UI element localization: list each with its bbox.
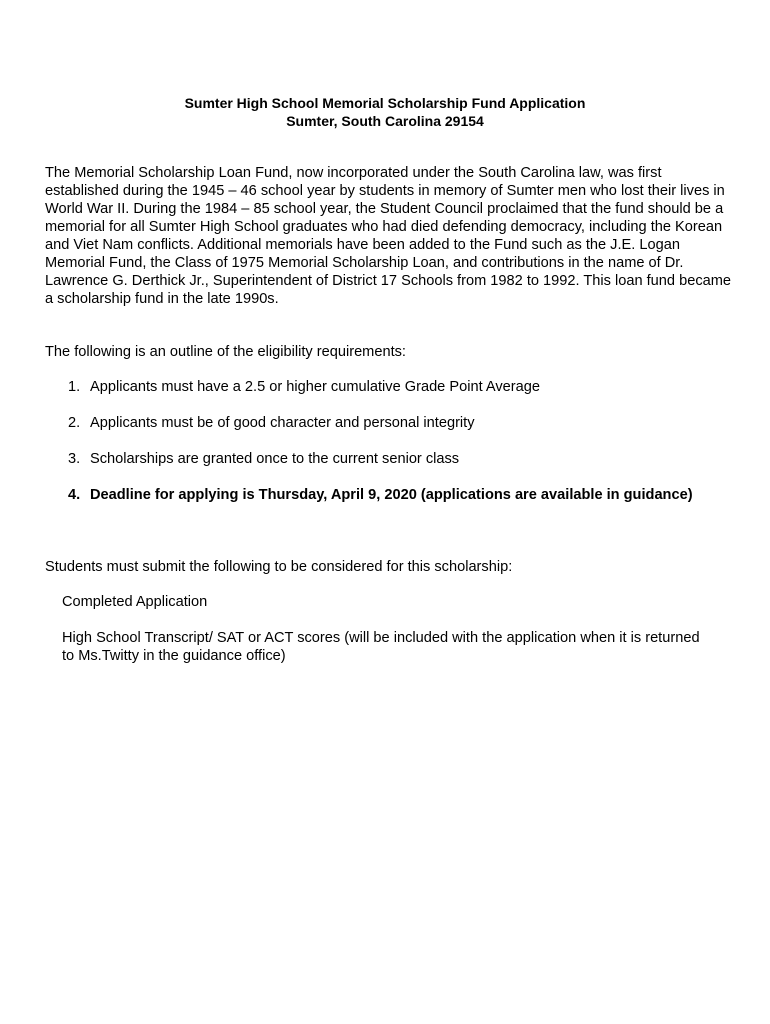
eligibility-item-text: Applicants must have a 2.5 or higher cumulative Grade Point Average bbox=[90, 379, 540, 395]
document-subtitle: Sumter, South Carolina 29154 bbox=[286, 113, 484, 129]
eligibility-item-text: Deadline for applying is Thursday, April 9, 2020 (applications are available in guidance) bbox=[90, 487, 693, 503]
document-header bbox=[0, 94, 770, 130]
eligibility-item-text: Scholarships are granted once to the current senior class bbox=[90, 451, 460, 467]
document-title: Sumter High School Memorial Scholarship Fund Application bbox=[184, 95, 586, 111]
eligibility-item bbox=[68, 378, 748, 396]
submission-list bbox=[62, 593, 702, 683]
eligibility-item-number: 1. bbox=[68, 379, 81, 395]
submission-intro: Students must submit the following to be considered for this scholarship: bbox=[45, 559, 513, 575]
submission-item: Completed Application bbox=[62, 594, 208, 610]
eligibility-item-number: 3. bbox=[68, 451, 81, 467]
submission-item: High School Transcript/ SAT or ACT scores (will be included with the application when it is returned to Ms.Twitty in the guidance office) bbox=[62, 630, 700, 664]
eligibility-item-number: 4. bbox=[68, 487, 81, 503]
eligibility-item-text: Applicants must be of good character and personal integrity bbox=[90, 415, 475, 431]
eligibility-item-deadline bbox=[68, 486, 748, 504]
eligibility-item bbox=[68, 450, 748, 468]
eligibility-item bbox=[68, 414, 748, 432]
intro-paragraph: The Memorial Scholarship Loan Fund, now incorporated under the South Carolina law, was first established during the 1945 – 46 school year by students in memory of Sumter men who lost their lives in World War II. During the 1984 – 85 school year, the Student Council proclaimed that the fund should be a memorial for all Sumter High School graduates who had died defending democracy, including the Korean and Viet Nam conflicts. Additional memorials have been added to the Fund such as the J.E. Logan Memorial Fund, the Class of 1975 Memorial Scholarship Loan, and contributions in the name of Dr. Lawrence G. Derthick Jr., Superintendent of District 17 Schools from 1982 to 1992. This loan fund became a scholarship fund in the late 1990s. bbox=[45, 165, 732, 307]
eligibility-list bbox=[68, 378, 748, 522]
eligibility-item-number: 2. bbox=[68, 415, 81, 431]
eligibility-intro: The following is an outline of the eligibility requirements: bbox=[45, 344, 406, 360]
